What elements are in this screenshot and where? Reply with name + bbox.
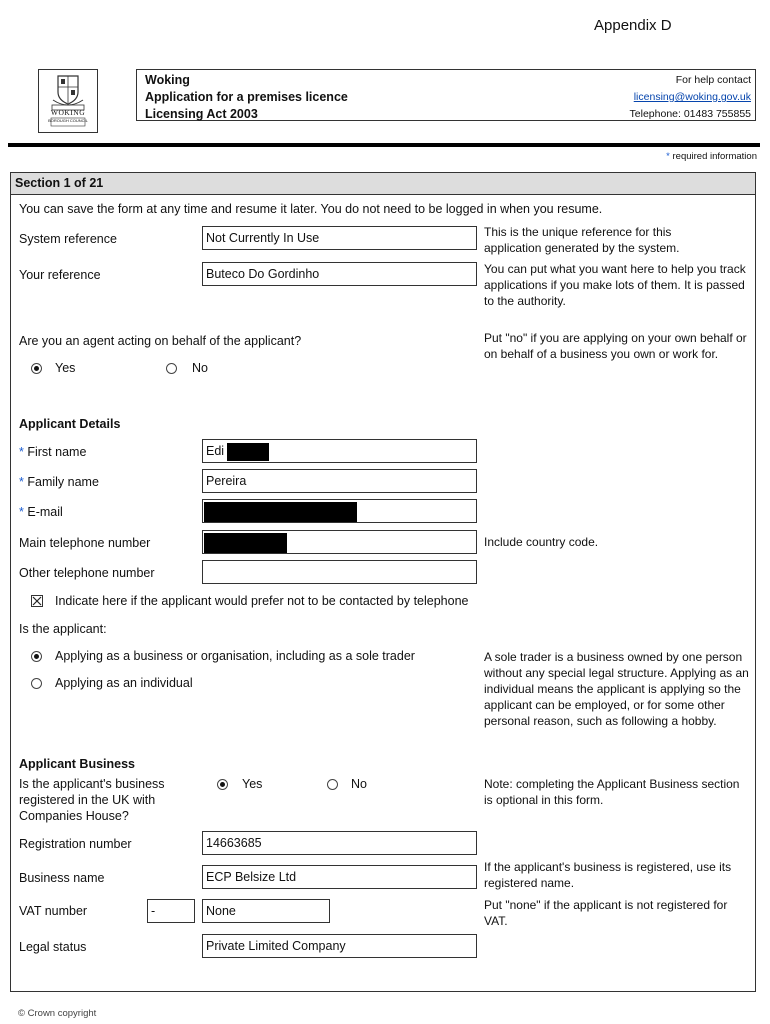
applicant-individual-radio[interactable] — [31, 678, 42, 689]
council-logo — [38, 69, 98, 133]
agent-yes-label: Yes — [55, 361, 76, 375]
first-name-value: Edi — [206, 444, 225, 458]
redaction-block — [204, 502, 357, 522]
business-name-field[interactable]: ECP Belsize Ltd — [202, 865, 477, 889]
vat-number-field[interactable]: None — [202, 899, 330, 923]
logo-subtext: BOROUGH COUNCIL — [48, 118, 88, 123]
vat-number-label: VAT number — [19, 904, 88, 918]
form-header — [136, 69, 756, 121]
legal-status-field[interactable]: Private Limited Company — [202, 934, 477, 958]
main-phone-help: Include country code. — [484, 535, 599, 549]
registered-no-radio[interactable] — [327, 779, 338, 790]
applicant-individual-label: Applying as an individual — [55, 676, 193, 690]
main-phone-label: Main telephone number — [19, 536, 151, 550]
act-name: Licensing Act 2003 — [145, 107, 258, 121]
your-reference-label: Your reference — [19, 268, 101, 282]
business-section-note: Note: completing the Applicant Business section is optional in this form. — [484, 777, 740, 807]
redaction-block — [204, 533, 287, 553]
email-label-text: E-mail — [27, 505, 63, 519]
agent-no-label: No — [192, 361, 208, 375]
checkmark-icon — [32, 596, 42, 606]
header-divider — [8, 143, 760, 147]
registration-number-field[interactable]: 14663685 — [202, 831, 477, 855]
family-name-field[interactable]: Pereira — [202, 469, 477, 493]
email-label — [19, 504, 63, 520]
required-star: * — [19, 475, 24, 489]
main-phone-field[interactable] — [202, 530, 477, 554]
no-phone-contact-label: Indicate here if the applicant would prefer not to be contacted by telephone — [55, 594, 469, 608]
help-phone: Telephone: 01483 755855 — [629, 108, 751, 120]
first-name-label — [19, 444, 86, 460]
first-name-label-text: First name — [27, 445, 87, 459]
form-title: Application for a premises licence — [145, 90, 348, 104]
registered-yes-radio[interactable] — [217, 779, 228, 790]
vat-help: Put "none" if the applicant is not registered for VAT. — [484, 898, 728, 928]
required-star: * — [666, 151, 670, 162]
agent-yes-radio[interactable] — [31, 363, 42, 374]
registration-number-label: Registration number — [19, 837, 132, 851]
applicant-details-heading: Applicant Details — [19, 417, 121, 431]
header-titles — [145, 72, 348, 123]
section-panel — [10, 172, 756, 992]
family-name-label — [19, 474, 99, 490]
registered-yes-label: Yes — [242, 777, 263, 791]
your-reference-field[interactable]: Buteco Do Gordinho — [202, 262, 477, 286]
required-info-text: required information — [672, 151, 757, 162]
help-email-link[interactable]: licensing@woking.gov.uk — [633, 91, 751, 103]
section-intro: You can save the form at any time and resume it later. You do not need to be logged in when you resume. — [19, 202, 603, 216]
required-info-note — [666, 151, 757, 162]
vat-prefix-field[interactable]: - — [147, 899, 195, 923]
agent-help: Put "no" if you are applying on your own behalf or on behalf of a business you own or work for. — [484, 331, 747, 361]
help-label: For help contact — [675, 74, 751, 86]
required-star: * — [19, 445, 24, 459]
other-phone-field[interactable] — [202, 560, 477, 584]
system-reference-help: This is the unique reference for this application generated by the system. — [484, 225, 680, 255]
no-phone-contact-checkbox[interactable] — [31, 595, 43, 607]
legal-status-label: Legal status — [19, 940, 87, 954]
appendix-label: Appendix D — [594, 17, 672, 34]
applicant-type-question: Is the applicant: — [19, 622, 107, 636]
applicant-type-help: A sole trader is a business owned by one person without any special legal structure. Applying as an individual means the applicant is applying so the applicant can be employed, or for some other personal reason, such as following a hobby. — [484, 650, 749, 728]
system-reference-field[interactable]: Not Currently In Use — [202, 226, 477, 250]
required-star: * — [19, 505, 24, 519]
registered-no-label: No — [351, 777, 367, 791]
applicant-business-radio[interactable] — [31, 651, 42, 662]
section-title: Section 1 of 21 — [11, 173, 755, 195]
agent-no-radio[interactable] — [166, 363, 177, 374]
redaction-block — [227, 443, 269, 461]
logo-text: WOKING — [50, 108, 86, 117]
agent-question: Are you an agent acting on behalf of the applicant? — [19, 334, 302, 348]
family-name-label-text: Family name — [27, 475, 99, 489]
your-reference-help: You can put what you want here to help you track applications if you make lots of them. It is passed to the authority. — [484, 262, 746, 308]
org-name: Woking — [145, 73, 190, 87]
business-name-label: Business name — [19, 871, 105, 885]
first-name-field[interactable] — [202, 439, 477, 463]
applicant-business-label: Applying as a business or organisation, including as a sole trader — [55, 649, 415, 663]
applicant-business-heading: Applicant Business — [19, 757, 135, 771]
other-phone-label: Other telephone number — [19, 566, 155, 580]
registered-question: Is the applicant's business registered in the UK with Companies House? — [19, 777, 165, 823]
copyright-notice: © Crown copyright — [18, 1008, 97, 1019]
system-reference-label: System reference — [19, 232, 117, 246]
email-field[interactable] — [202, 499, 477, 523]
help-contact — [630, 72, 751, 123]
business-name-help: If the applicant's business is registered, use its registered name. — [484, 860, 732, 890]
